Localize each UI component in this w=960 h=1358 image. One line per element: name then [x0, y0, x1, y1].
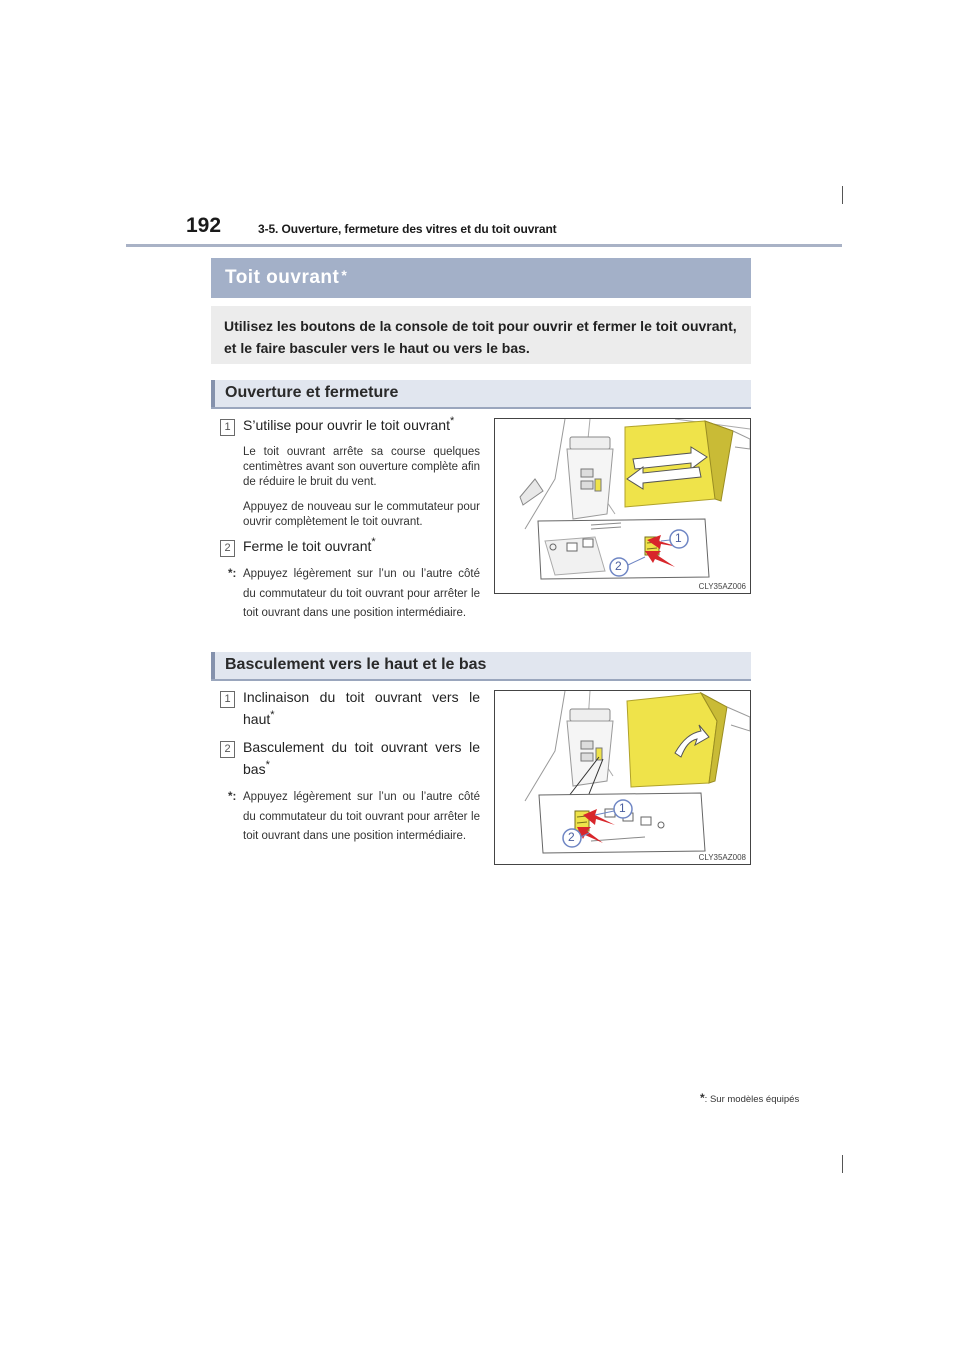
heading-accent [211, 380, 215, 407]
item-label: Basculement du toit ouvrant vers le bas [243, 739, 480, 777]
item-asterisk: * [450, 415, 455, 427]
item-asterisk: * [265, 759, 270, 771]
section-title-bar [211, 258, 751, 298]
item-number-badge: 2 [220, 540, 235, 557]
intro-text: Utilisez les boutons de la console de toit pour ouvrir et fermer le toit ouvrant, et le faire basculer vers le haut ou vers le bas. [224, 318, 737, 356]
figure-code: CLY35AZ006 [698, 582, 746, 591]
item-open-detail-a: Le toit ouvrant arrête sa course quelques centimètres avant son ouverture complète afin de réduire le bruit du vent. [243, 446, 480, 488]
sunroof-open-close-drawing [495, 419, 750, 593]
title-asterisk: * [341, 267, 348, 283]
note-text: Appuyez légèrement sur l’un ou l’autre côté du commutateur du toit ouvrant pour arrêter le toit ouvrant dans une position intermédiaire. [243, 791, 480, 842]
header-rule [126, 244, 842, 247]
item-tilt-up-text [243, 686, 480, 730]
crop-mark-bottom [842, 1155, 843, 1173]
item-label: S’utilise pour ouvrir le toit ouvrant [243, 417, 450, 433]
page-title [225, 267, 347, 289]
heading-accent [211, 652, 215, 679]
section-heading-text: Ouverture et fermeture [225, 384, 399, 401]
sunroof-tilt-drawing [495, 691, 750, 864]
item-number-badge: 1 [220, 419, 235, 436]
item-asterisk: * [270, 709, 275, 721]
item-open-text [243, 414, 488, 436]
chapter-title: 3-5. Ouverture, fermeture des vitres et du toit ouvrant [258, 222, 557, 236]
footnote-text: : Sur modèles équipés [704, 1094, 800, 1105]
figure-code: CLY35AZ008 [698, 853, 746, 862]
item-open-detail-b: Appuyez de nouveau sur le commutateur pour ouvrir complètement le toit ouvrant. [243, 501, 480, 528]
callout-1: 1 [619, 801, 626, 815]
footnote-mark: * [700, 1091, 705, 1105]
item-label: Ferme le toit ouvrant [243, 538, 372, 554]
note-mark: *: [228, 568, 237, 580]
section-heading-tilt [211, 652, 751, 681]
title-text: Toit ouvrant [225, 267, 340, 288]
item-tilt-down-text [243, 736, 480, 780]
section-heading-open-close [211, 380, 751, 409]
intro-box [211, 306, 751, 364]
illustration-open-close [494, 418, 751, 594]
page-footnote [700, 1091, 799, 1105]
item-asterisk: * [371, 536, 376, 548]
callout-1: 1 [675, 531, 682, 545]
item-number-badge: 1 [220, 691, 235, 708]
note-text: Appuyez légèrement sur l’un ou l’autre côté du commutateur du toit ouvrant pour arrêter le toit ouvrant dans une position intermédiaire. [243, 568, 480, 619]
section-heading-text: Basculement vers le haut et le bas [225, 656, 487, 673]
footnote-open-close [228, 565, 480, 624]
item-close-text [243, 535, 488, 557]
callout-2: 2 [615, 559, 622, 573]
page-number: 192 [186, 214, 222, 237]
illustration-tilt [494, 690, 751, 865]
item-number-badge: 2 [220, 741, 235, 758]
crop-mark-top [842, 186, 843, 204]
footnote-tilt [228, 788, 480, 847]
note-mark: *: [228, 791, 237, 803]
item-label: Inclinaison du toit ouvrant vers le haut [243, 689, 480, 727]
callout-2: 2 [568, 830, 575, 844]
